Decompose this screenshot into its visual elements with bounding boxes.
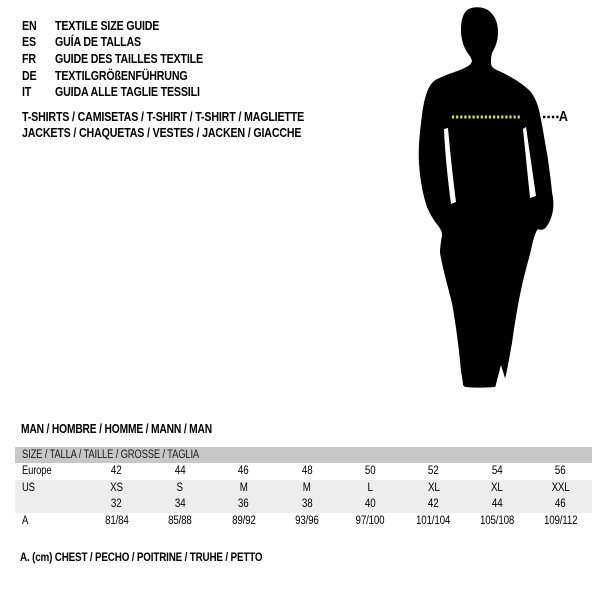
- category-tshirts-label: T-SHIRTS / CAMISETAS / T-SHIRT / T-SHIRT / MAGLIETTE: [22, 108, 305, 124]
- guide-title: GUÍA DE TALLAS: [55, 34, 141, 50]
- category-jackets: [22, 125, 366, 142]
- cell-value: 46: [238, 465, 249, 478]
- cell-value: 89/92: [231, 514, 256, 527]
- cell-value: 42: [428, 498, 439, 511]
- cell-value: 36: [238, 498, 249, 511]
- language-guide-list: [22, 17, 235, 100]
- row-label: US: [22, 481, 35, 494]
- list-item: [22, 67, 235, 84]
- language-code: IT: [22, 84, 32, 100]
- cell-value: M: [302, 481, 311, 494]
- size-table-header: [15, 447, 592, 463]
- language-code: EN: [22, 17, 37, 33]
- table-row-chest-cm: [15, 513, 592, 530]
- list-item: [22, 17, 235, 34]
- list-item: [22, 50, 235, 67]
- cell-value: 97/100: [355, 514, 385, 527]
- cell-value: 40: [364, 498, 376, 511]
- garment-categories: [22, 108, 366, 141]
- man-silhouette-figure: [398, 4, 573, 396]
- cell-value: 34: [174, 498, 186, 511]
- cell-value: XL: [491, 481, 503, 494]
- guide-title: TEXTILGRÖßENFÜHRUNG: [55, 67, 188, 83]
- size-table-header-text: SIZE / TALLA / TAILLE / GRÖSSE / TAGLIA: [22, 449, 200, 461]
- row-label: Europe: [22, 465, 52, 478]
- cell-value: S: [176, 481, 184, 494]
- table-row-us-numeric: [15, 496, 592, 513]
- measurement-footnote: [20, 550, 316, 564]
- guide-title: GUIDE DES TAILLES TEXTILE: [55, 50, 203, 66]
- cell-value: M: [239, 481, 248, 494]
- cell-value: 101/104: [416, 514, 451, 527]
- cell-value: 109/112: [543, 514, 578, 527]
- cell-value: XL: [427, 481, 440, 494]
- size-table: [15, 447, 592, 529]
- cell-value: 42: [111, 465, 122, 478]
- measure-label-a-text: A: [558, 108, 568, 125]
- cell-value: 52: [428, 465, 439, 478]
- table-row-us: [15, 480, 592, 497]
- table-row-europe: [15, 463, 592, 480]
- cell-value: XS: [110, 481, 124, 494]
- cell-value: 44: [491, 498, 503, 511]
- category-jackets-label: JACKETS / CHAQUETAS / VESTES / JACKEN / GIACCHE: [22, 125, 302, 141]
- man-silhouette-icon: [398, 4, 573, 396]
- measure-label-a: [558, 108, 569, 125]
- row-label: A: [22, 514, 29, 527]
- cell-value: 50: [364, 465, 376, 478]
- cell-value: 48: [301, 465, 313, 478]
- cell-value: 56: [555, 465, 566, 478]
- cell-value: L: [367, 481, 373, 494]
- list-item: [22, 34, 235, 51]
- cell-value: 85/88: [168, 514, 192, 527]
- man-silhouette-body: [419, 7, 554, 387]
- section-label-man-text: MAN / HOMBRE / HOMME / MANN / MAN: [21, 422, 213, 436]
- cell-value: 46: [555, 498, 566, 511]
- language-code: FR: [22, 50, 36, 66]
- cell-value: 93/96: [295, 514, 319, 527]
- category-tshirts: [22, 108, 366, 125]
- cell-value: 38: [301, 498, 313, 511]
- language-code: ES: [22, 34, 36, 50]
- cell-value: 81/84: [104, 514, 129, 527]
- list-item: [22, 83, 235, 100]
- cell-value: XXL: [551, 481, 570, 494]
- cell-value: 54: [491, 465, 503, 478]
- measurement-footnote-text: A. (cm) CHEST / PECHO / POITRINE / TRUHE / PETTO: [20, 550, 263, 564]
- guide-title: TEXTILE SIZE GUIDE: [55, 17, 160, 33]
- guide-title: GUIDA ALLE TAGLIE TESSILI: [55, 84, 200, 100]
- section-label-man: [21, 422, 254, 436]
- cell-value: 32: [111, 498, 122, 511]
- language-code: DE: [22, 67, 37, 83]
- cell-value: 44: [174, 465, 186, 478]
- cell-value: 105/108: [479, 514, 515, 527]
